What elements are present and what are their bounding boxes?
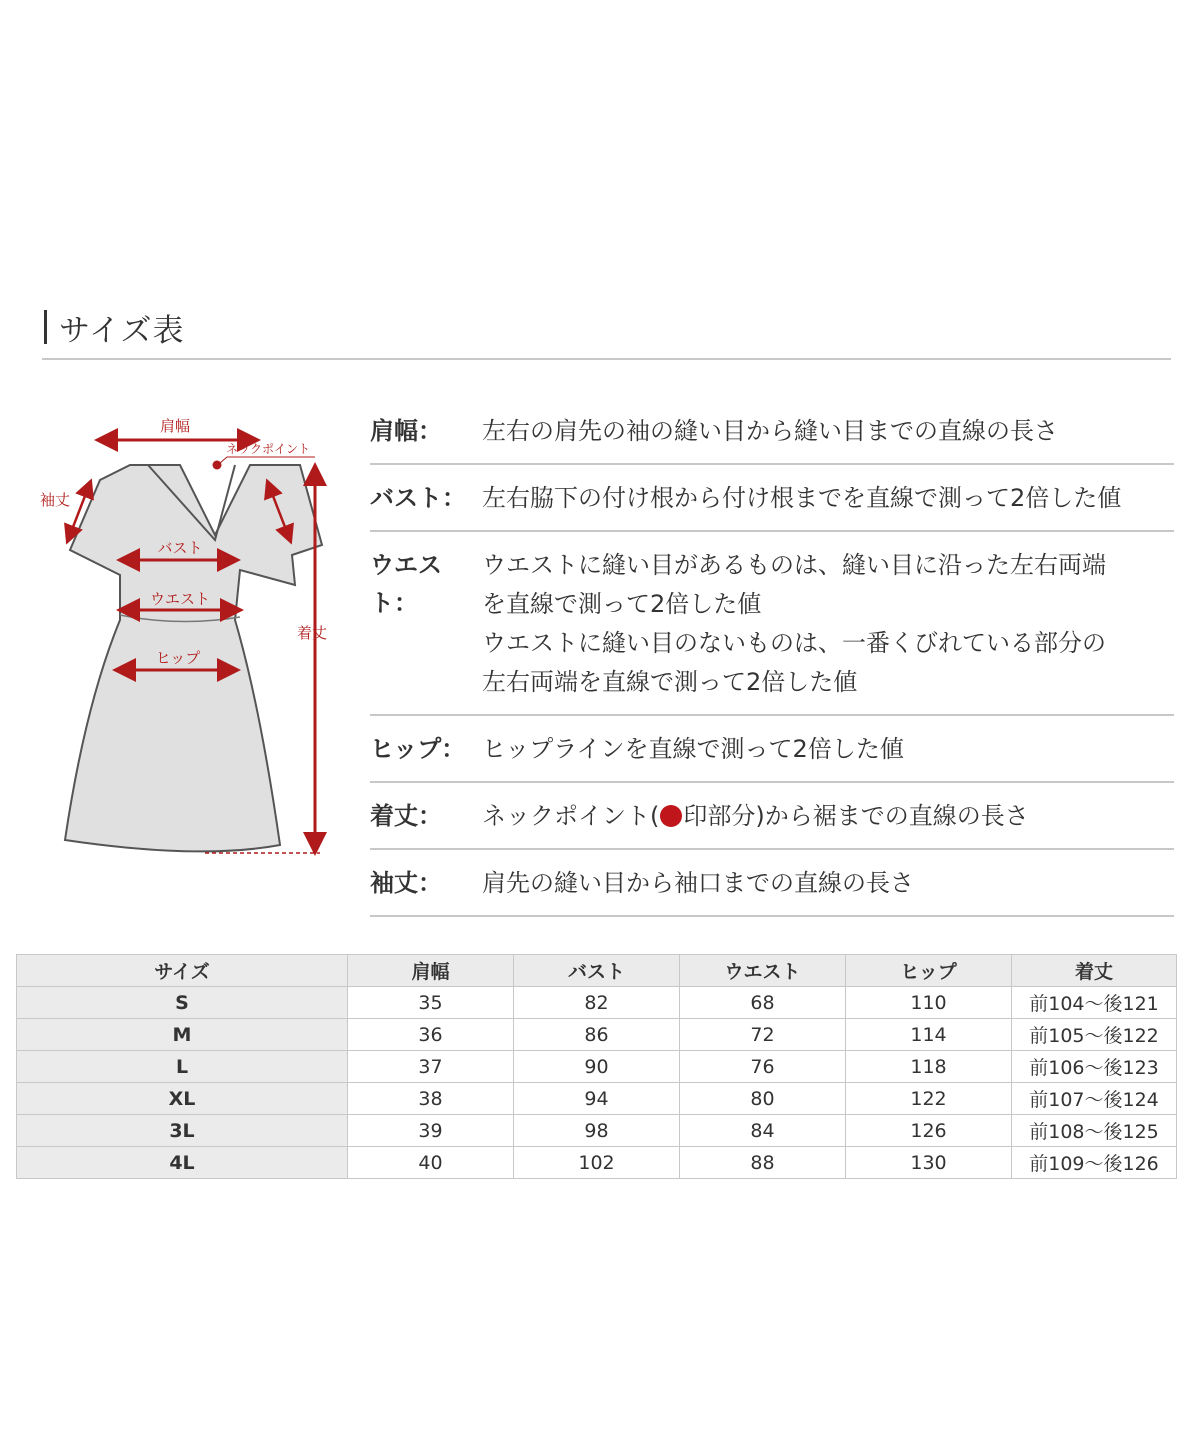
heading-divider [42, 358, 1171, 360]
definition-term: 着丈： [370, 802, 442, 830]
table-cell: 前107～後124 [1012, 1083, 1177, 1115]
table-header-row [17, 955, 1177, 987]
neck-point-marker-icon [660, 805, 682, 827]
definition-term: 袖丈： [370, 869, 442, 897]
table-cell: 38 [348, 1083, 514, 1115]
table-cell: 114 [846, 1019, 1012, 1051]
table-cell: 39 [348, 1115, 514, 1147]
definition-description [482, 864, 1174, 903]
neck-point-dot [213, 461, 222, 470]
table-row [17, 1147, 1177, 1179]
table-cell: 110 [846, 987, 1012, 1019]
definition-text-before: ネックポイント( [482, 802, 660, 830]
table-cell: 前105～後122 [1012, 1019, 1177, 1051]
table-cell: 前109～後126 [1012, 1147, 1177, 1179]
definition-line: 左右両端を直線で測って2倍した値 [482, 668, 858, 696]
definition-text-after: 印部分)から裾までの直線の長さ [683, 802, 1029, 830]
header-hip: ヒップ [846, 955, 1012, 987]
header-waist: ウエスト [680, 955, 846, 987]
table-cell: 84 [680, 1115, 846, 1147]
heading-bar [44, 310, 47, 344]
definition-hip [370, 716, 1174, 783]
table-cell: 88 [680, 1147, 846, 1179]
table-cell: 102 [514, 1147, 680, 1179]
definition-line: ウエストに縫い目のないものは、一番くびれている部分の [482, 629, 1106, 657]
definition-description [482, 479, 1174, 518]
definition-line: を直線で測って2倍した値 [482, 590, 762, 618]
waist-label: ウエスト [149, 590, 211, 608]
size-cell: S [17, 987, 348, 1019]
size-cell: XL [17, 1083, 348, 1115]
neck-point-label: ネックポイント [225, 442, 311, 456]
table-cell: 35 [348, 987, 514, 1019]
table-cell: 前108～後125 [1012, 1115, 1177, 1147]
header-size: サイズ [17, 955, 348, 987]
table-cell: 130 [846, 1147, 1012, 1179]
bust-label: バスト [157, 539, 203, 557]
measurement-diagram [30, 405, 360, 875]
table-cell: 前106～後123 [1012, 1051, 1177, 1083]
table-cell: 37 [348, 1051, 514, 1083]
definition-length [370, 783, 1174, 850]
header-length: 着丈 [1012, 955, 1177, 987]
table-cell: 82 [514, 987, 680, 1019]
definition-term: バスト： [370, 484, 466, 512]
definition-line: ヒップラインを直線で測って2倍した値 [482, 735, 904, 763]
definition-line: 左右脇下の付け根から付け根までを直線で測って2倍した値 [482, 484, 1122, 512]
definition-term: ウエスト： [370, 551, 442, 617]
header-bust: バスト [514, 955, 680, 987]
definition-line [482, 797, 1174, 836]
section-heading [44, 306, 185, 348]
definition-sleeve [370, 850, 1174, 917]
neck-point-leader [220, 457, 315, 463]
definition-bust [370, 465, 1174, 532]
definition-description [482, 730, 1174, 769]
definition-description [482, 546, 1174, 702]
table-cell: 68 [680, 987, 846, 1019]
size-cell: 3L [17, 1115, 348, 1147]
table-cell: 86 [514, 1019, 680, 1051]
definition-description [482, 797, 1174, 836]
hip-label: ヒップ [155, 649, 201, 667]
size-cell: 4L [17, 1147, 348, 1179]
table-row [17, 1051, 1177, 1083]
table-row [17, 987, 1177, 1019]
page-title: サイズ表 [59, 312, 185, 349]
definition-waist [370, 532, 1174, 716]
definition-line: ウエストに縫い目があるものは、縫い目に沿った左右両端 [482, 551, 1106, 579]
sleeve-label: 袖丈 [39, 491, 71, 509]
table-row [17, 1083, 1177, 1115]
definition-line: 左右の肩先の袖の縫い目から縫い目までの直線の長さ [482, 417, 1058, 445]
table-row [17, 1115, 1177, 1147]
definition-description [482, 412, 1174, 451]
size-chart-table [16, 954, 1177, 1179]
table-cell: 72 [680, 1019, 846, 1051]
definition-term: ヒップ： [370, 735, 466, 763]
header-shoulder: 肩幅 [348, 955, 514, 987]
table-cell: 94 [514, 1083, 680, 1115]
table-cell: 36 [348, 1019, 514, 1051]
table-cell: 122 [846, 1083, 1012, 1115]
size-cell: L [17, 1051, 348, 1083]
table-cell: 98 [514, 1115, 680, 1147]
table-cell: 前104～後121 [1012, 987, 1177, 1019]
table-cell: 40 [348, 1147, 514, 1179]
length-label: 着丈 [296, 624, 328, 642]
table-cell: 126 [846, 1115, 1012, 1147]
definition-term: 肩幅： [370, 417, 442, 445]
table-cell: 80 [680, 1083, 846, 1115]
table-cell: 76 [680, 1051, 846, 1083]
table-cell: 90 [514, 1051, 680, 1083]
definition-line: 肩先の縫い目から袖口までの直線の長さ [482, 869, 914, 897]
dress-illustration [30, 405, 360, 875]
size-cell: M [17, 1019, 348, 1051]
definition-shoulder [370, 398, 1174, 465]
measurement-definitions [370, 398, 1174, 917]
table-cell: 118 [846, 1051, 1012, 1083]
shoulder-label: 肩幅 [159, 417, 191, 435]
table-row [17, 1019, 1177, 1051]
